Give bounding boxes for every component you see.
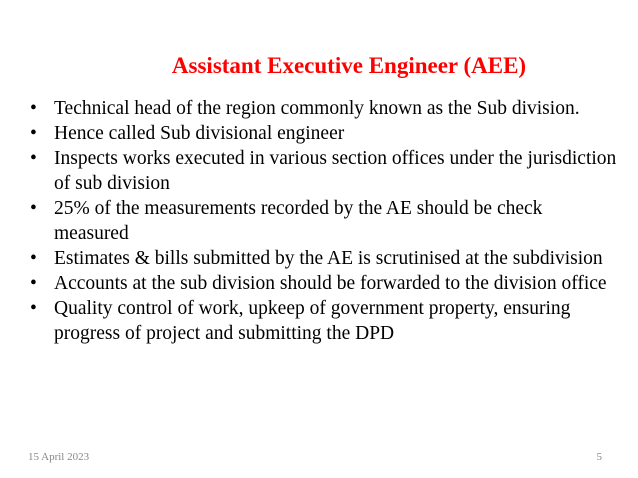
bullet-list [30,96,620,346]
bullet-icon: • [30,298,37,319]
bullet-item [30,146,620,196]
bullet-item [30,271,620,296]
bullet-icon: • [30,273,37,294]
bullet-icon: • [30,248,37,269]
bullet-icon: • [30,98,37,119]
bullet-text: Estimates & bills submitted by the AE is scrutinised at the subdivision [54,248,603,269]
bullet-text: Technical head of the region commonly known as the Sub division. [54,98,580,119]
page-number: 5 [596,451,602,463]
bullet-text: Accounts at the sub division should be forwarded to the division office [54,273,607,294]
footer-date: 15 April 2023 [28,451,90,463]
bullet-item [30,246,620,271]
bullet-text: 25% of the measurements recorded by the AE should be check measured [54,198,543,244]
bullet-item [30,296,620,346]
slide-title: Assistant Executive Engineer (AEE) [171,53,527,78]
bullet-item [30,121,620,146]
bullet-icon: • [30,198,37,219]
bullet-item [30,96,620,121]
bullet-item [30,196,620,246]
bullet-icon: • [30,123,37,144]
bullet-text: Hence called Sub divisional engineer [54,123,345,144]
bullet-text: Inspects works executed in various section offices under the jurisdiction of sub division [54,148,617,194]
bullet-text: Quality control of work, upkeep of government property, ensuring progress of project and submitting the DPD [54,298,571,344]
bullet-icon: • [30,148,37,169]
